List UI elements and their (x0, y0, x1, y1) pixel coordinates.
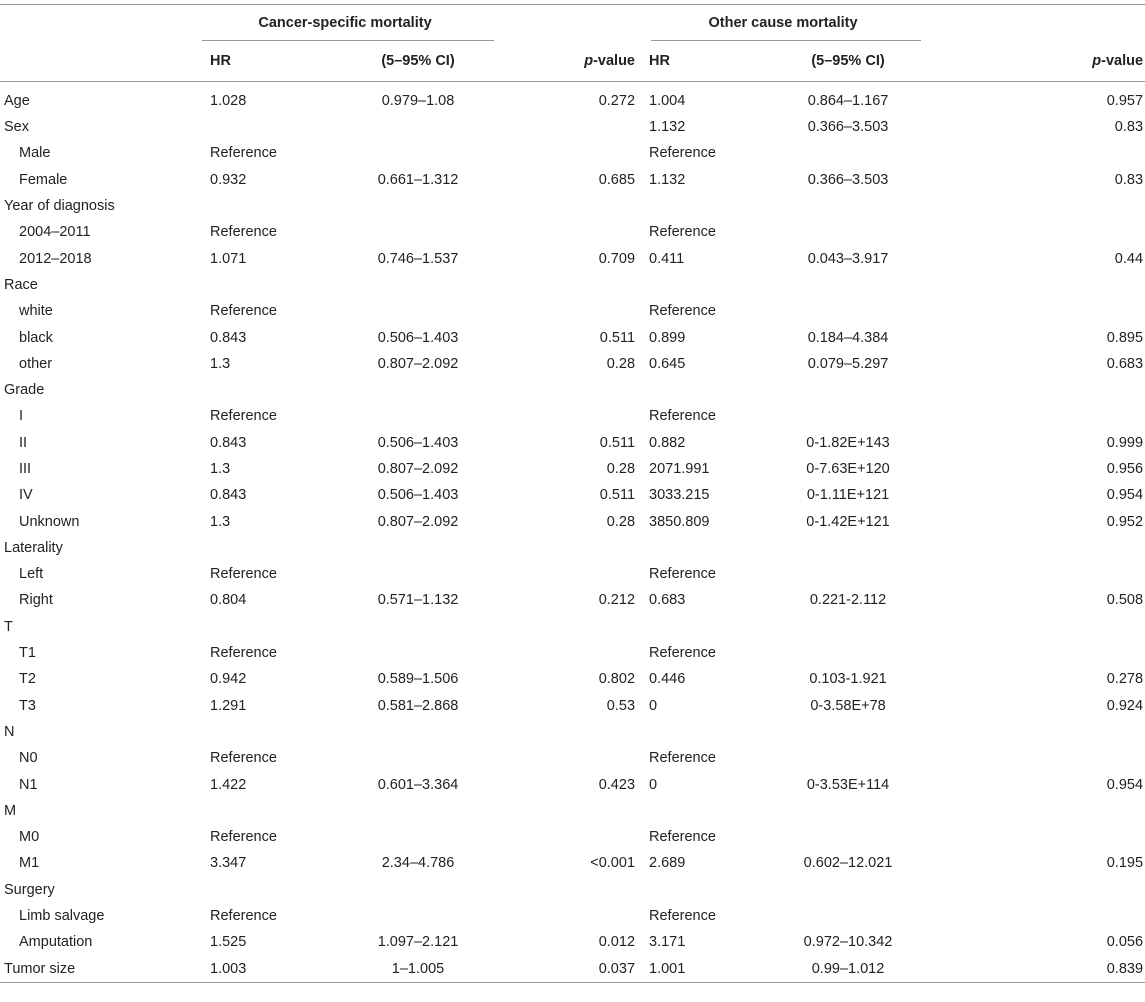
cancer-ci-cell: 0.506–1.403 (377, 434, 459, 451)
empty-header-cell (0, 41, 196, 82)
other-p-value-cell (921, 193, 1145, 219)
row-label: Grade (4, 382, 45, 399)
other-ci-cell (767, 219, 921, 245)
other-ci-cell (767, 377, 921, 403)
row-label: Left (19, 566, 44, 583)
cancer-p-value-cell: 0.511 (599, 434, 636, 451)
cancer-p-value-cell (494, 377, 645, 403)
cancer-p-value-cell: 0.28 (606, 355, 636, 372)
row-label: Age (4, 93, 30, 109)
row-label: I (19, 408, 24, 425)
cancer-ci-cell: 0.506–1.403 (377, 487, 459, 504)
table-row (0, 324, 1145, 350)
other-hr-cell (645, 614, 767, 640)
cancer-p-value-cell (494, 561, 645, 587)
cancer-p-value-cell: 0.012 (598, 934, 636, 951)
other-ci-cell (767, 298, 921, 324)
other-hr-cell: 0.882 (649, 434, 686, 451)
other-p-value-cell: 0.957 (1106, 93, 1144, 109)
other-hr-cell: Reference (649, 303, 716, 320)
row-label: T2 (19, 671, 36, 688)
other-hr-cell: Reference (649, 224, 716, 241)
row-label: black (19, 329, 53, 346)
cancer-p-value-cell: 0.28 (606, 461, 636, 477)
cancer-p-value-cell: 0.511 (599, 487, 636, 504)
cancer-hr-cell: 1.3 (210, 513, 231, 530)
table-row (0, 482, 1145, 508)
other-p-value-cell (921, 614, 1145, 640)
cancer-ci-cell (328, 719, 494, 745)
other-p-value-cell (921, 140, 1145, 166)
other-p-value-cell (921, 640, 1145, 666)
cancer-hr-cell: 1.525 (210, 934, 247, 951)
table-row (0, 693, 1145, 719)
cancer-p-value-cell: 0.511 (599, 329, 636, 346)
other-hr-cell (645, 877, 767, 903)
row-label: M (4, 802, 17, 819)
other-hr-cell: 1.132 (649, 171, 686, 188)
other-ci-cell: 0.99–1.012 (767, 956, 921, 983)
table-row (0, 508, 1145, 534)
table-row (0, 850, 1145, 876)
row-label: N (4, 723, 15, 740)
other-ci-cell: 0.079–5.297 (807, 355, 889, 372)
cancer-ci-header: (5–95% CI) (328, 41, 494, 82)
row-label: 2012–2018 (19, 250, 92, 267)
other-ci-cell (767, 614, 921, 640)
cancer-hr-cell: 1.003 (196, 956, 328, 983)
cancer-ci-cell (328, 877, 494, 903)
cancer-p-value-cell (494, 403, 645, 429)
other-hr-cell: 0.446 (649, 671, 686, 688)
table-row (0, 456, 1145, 482)
other-p-value-cell: 0.924 (1106, 697, 1144, 714)
row-label: other (19, 355, 53, 372)
other-p-value-cell: 0.952 (1106, 513, 1144, 530)
row-label: II (19, 434, 28, 451)
other-ci-cell (767, 798, 921, 824)
cancer-p-value-cell (494, 798, 645, 824)
cancer-hr-cell (196, 377, 328, 403)
other-p-value-cell (921, 272, 1145, 298)
table-row (0, 114, 1145, 140)
table-row (0, 719, 1145, 745)
table-row (0, 377, 1145, 403)
table-row (0, 771, 1145, 797)
cancer-ci-cell (328, 798, 494, 824)
cancer-hr-cell (196, 719, 328, 745)
other-hr-cell: 3033.215 (649, 487, 710, 504)
table-row (0, 561, 1145, 587)
cancer-hr-cell: 1.071 (210, 250, 247, 267)
row-label: white (19, 303, 53, 320)
cancer-ci-cell (328, 193, 494, 219)
sub-header-row (0, 41, 1145, 82)
other-hr-cell: 0.899 (649, 329, 686, 346)
other-hr-cell: Reference (649, 829, 716, 846)
table-row (0, 929, 1145, 955)
cancer-p-value-cell (494, 877, 645, 903)
cancer-ci-cell (328, 114, 494, 140)
table-body (0, 82, 1145, 983)
other-p-value-cell (921, 903, 1145, 929)
row-label: Surgery (4, 881, 55, 898)
cancer-hr-cell: Reference (210, 829, 277, 846)
other-hr-cell: 0.411 (649, 250, 685, 267)
cancer-p-value-cell: 0.212 (598, 592, 636, 609)
cancer-hr-cell: Reference (210, 645, 277, 662)
other-p-value-cell: 0.508 (1106, 592, 1144, 609)
cancer-ci-cell: 0.807–2.092 (377, 461, 459, 477)
other-hr-cell: Reference (649, 408, 716, 425)
other-hr-cell: 0 (649, 697, 658, 714)
other-hr-cell: Reference (649, 566, 716, 583)
table-row (0, 903, 1145, 929)
other-p-value-cell (921, 561, 1145, 587)
row-label: 2004–2011 (19, 224, 91, 241)
table-row (0, 877, 1145, 903)
other-hr-cell (645, 272, 767, 298)
cancer-ci-cell (328, 403, 494, 429)
cancer-ci-cell: 0.807–2.092 (377, 355, 459, 372)
table-row (0, 824, 1145, 850)
other-p-value-cell (921, 798, 1145, 824)
other-ci-cell (767, 719, 921, 745)
other-ci-cell (767, 745, 921, 771)
cancer-p-value-cell (494, 824, 645, 850)
row-label: Year of diagnosis (4, 198, 115, 215)
cancer-ci-cell (328, 272, 494, 298)
cancer-p-value-cell: 0.802 (598, 671, 636, 688)
cancer-hr-cell (196, 877, 328, 903)
cancer-ci-cell (328, 298, 494, 324)
cancer-hr-cell: 1.291 (210, 697, 247, 714)
cancer-hr-cell: 0.843 (210, 329, 247, 346)
other-hr-cell: Reference (649, 145, 716, 162)
cancer-hr-cell: Reference (210, 303, 277, 320)
other-ci-cell (767, 403, 921, 429)
table-row (0, 745, 1145, 771)
table-row (0, 666, 1145, 692)
cancer-ci-cell: 2.34–4.786 (381, 855, 455, 872)
cancer-ci-cell (328, 903, 494, 929)
other-p-value-cell (921, 219, 1145, 245)
empty-header-cell (0, 5, 196, 42)
other-hr-cell: 1.004 (649, 93, 686, 109)
cancer-hr-cell (196, 614, 328, 640)
cancer-hr-cell (196, 535, 328, 561)
cancer-hr-header: HR (196, 41, 328, 82)
table-row (0, 272, 1145, 298)
other-hr-cell: 3850.809 (649, 513, 710, 530)
other-p-value-cell: 0.83 (1114, 171, 1144, 188)
cancer-p-value-cell: 0.272 (598, 93, 636, 109)
other-ci-cell: 0-3.53E+114 (806, 776, 890, 793)
other-ci-cell (767, 903, 921, 929)
other-p-value-cell (921, 535, 1145, 561)
cancer-p-value-cell (494, 640, 645, 666)
other-ci-cell: 0.103-1.921 (809, 671, 887, 688)
table-row (0, 219, 1145, 245)
other-ci-cell (767, 877, 921, 903)
table-row (0, 430, 1145, 456)
table-row (0, 351, 1145, 377)
cancer-p-value-cell (494, 140, 645, 166)
cancer-p-value-header (494, 41, 645, 82)
row-label: Sex (4, 119, 29, 136)
cancer-hr-cell: Reference (210, 908, 277, 925)
other-p-value-cell: 0.956 (1106, 461, 1144, 477)
other-ci-cell: 0-1.42E+121 (806, 513, 890, 530)
cancer-ci-cell: 0.601–3.364 (377, 776, 459, 793)
row-label: Race (4, 276, 38, 293)
other-hr-header: HR (645, 41, 767, 82)
cancer-hr-cell: Reference (210, 145, 277, 162)
cancer-ci-cell (328, 745, 494, 771)
other-hr-cell (645, 798, 767, 824)
cancer-hr-cell: 0.843 (210, 487, 247, 504)
cancer-p-value-cell (494, 745, 645, 771)
cancer-ci-cell (328, 614, 494, 640)
other-p-value-cell: 0.44 (1114, 250, 1144, 267)
other-p-value-cell (921, 377, 1145, 403)
other-p-value-cell: 0.056 (1106, 934, 1144, 951)
cancer-p-value-cell (494, 298, 645, 324)
cancer-ci-cell: 0.661–1.312 (377, 171, 459, 188)
cancer-p-value-cell: 0.709 (598, 250, 636, 267)
cancer-p-value-cell (494, 219, 645, 245)
other-ci-cell: 0-1.82E+143 (806, 434, 890, 451)
cancer-p-value-cell (494, 614, 645, 640)
other-ci-cell: 0.366–3.503 (807, 171, 889, 188)
other-ci-cell: 0.221-2.112 (809, 592, 887, 609)
other-p-value-cell: 0.839 (921, 956, 1145, 983)
cancer-p-value-cell (494, 114, 645, 140)
table-row (0, 298, 1145, 324)
cancer-hr-cell: Reference (210, 566, 277, 583)
other-hr-cell: Reference (649, 645, 716, 662)
other-ci-cell (767, 140, 921, 166)
cancer-ci-cell (328, 640, 494, 666)
cancer-specific-mortality-header (196, 5, 494, 42)
other-ci-cell (767, 640, 921, 666)
row-label: T3 (19, 697, 36, 714)
row-label: M0 (19, 829, 40, 846)
other-p-value-cell: 0.895 (1106, 329, 1144, 346)
other-ci-cell: 0.602–12.021 (803, 855, 893, 872)
cancer-hr-cell (196, 193, 328, 219)
cancer-ci-cell (328, 535, 494, 561)
row-label: Right (19, 592, 53, 609)
cancer-hr-cell: 0.942 (210, 671, 247, 688)
other-p-value-cell: 0.954 (1106, 776, 1144, 793)
other-hr-cell (645, 193, 767, 219)
other-p-value-header (921, 41, 1145, 82)
other-p-value-cell (921, 719, 1145, 745)
cancer-hr-cell: 1.3 (210, 461, 231, 477)
cancer-hr-cell: 0.843 (210, 434, 247, 451)
other-p-value-cell: 0.195 (1106, 855, 1144, 872)
other-cause-mortality-label: Other cause mortality (708, 15, 858, 31)
other-p-value-cell (921, 403, 1145, 429)
cancer-ci-cell (328, 219, 494, 245)
cancer-p-value-cell (494, 193, 645, 219)
table-row (0, 798, 1145, 824)
other-hr-cell: 3.171 (649, 934, 686, 951)
row-label: M1 (19, 855, 40, 872)
other-ci-cell: 0-1.11E+121 (806, 487, 890, 504)
p-italic: p (1092, 53, 1102, 69)
cancer-p-value-cell (494, 272, 645, 298)
cancer-p-value-cell (494, 719, 645, 745)
row-label: IV (19, 487, 33, 504)
cancer-p-value-cell (494, 535, 645, 561)
other-ci-cell: 0.864–1.167 (807, 93, 889, 109)
other-ci-cell: 0.184–4.384 (807, 329, 889, 346)
other-p-value-cell: 0.683 (1106, 355, 1144, 372)
row-label: T1 (19, 645, 36, 662)
row-label: N0 (19, 750, 38, 767)
p-rest: -value (593, 53, 636, 69)
other-p-value-cell: 0.278 (1106, 671, 1144, 688)
row-label: Limb salvage (19, 908, 105, 925)
other-ci-cell (767, 193, 921, 219)
other-ci-header: (5–95% CI) (767, 41, 921, 82)
cancer-p-value-cell (494, 903, 645, 929)
cancer-p-value-cell: 0.685 (598, 171, 636, 188)
cancer-ci-cell: 0.807–2.092 (377, 513, 459, 530)
cancer-p-value-cell: 0.53 (606, 697, 636, 714)
other-hr-cell: 2071.991 (649, 461, 710, 477)
other-hr-cell: 0.683 (649, 592, 686, 609)
cancer-ci-cell: 1.097–2.121 (377, 934, 459, 951)
other-ci-cell: 0.972–10.342 (803, 934, 893, 951)
table-row (0, 614, 1145, 640)
other-p-value-cell (921, 298, 1145, 324)
other-p-value-cell: 0.954 (1106, 487, 1144, 504)
table-row (0, 82, 1145, 115)
cancer-ci-cell: 1–1.005 (328, 956, 494, 983)
table-row (0, 403, 1145, 429)
other-hr-cell (645, 377, 767, 403)
mortality-table (0, 4, 1145, 983)
table-row (0, 193, 1145, 219)
table-row (0, 167, 1145, 193)
row-label: Male (19, 145, 51, 162)
other-p-value-cell: 0.83 (1114, 119, 1144, 136)
other-ci-cell (767, 824, 921, 850)
cancer-hr-cell: 1.422 (210, 776, 247, 793)
row-label: Laterality (4, 539, 63, 556)
empty-header-cell (921, 5, 1145, 42)
other-hr-cell: 2.689 (649, 855, 686, 872)
cancer-hr-cell: Reference (210, 750, 277, 767)
cancer-ci-cell: 0.589–1.506 (377, 671, 459, 688)
cancer-specific-mortality-label: Cancer-specific mortality (258, 15, 432, 31)
table-row (0, 140, 1145, 166)
table-row (0, 245, 1145, 271)
other-hr-cell (645, 719, 767, 745)
p-italic: p (584, 53, 594, 69)
cancer-hr-cell: 0.932 (210, 171, 247, 188)
table-row (0, 956, 1145, 983)
other-hr-cell (645, 535, 767, 561)
table-row (0, 535, 1145, 561)
cancer-ci-cell: 0.979–1.08 (381, 93, 455, 109)
other-hr-cell: Reference (649, 750, 716, 767)
cancer-p-value-cell: 0.28 (606, 513, 636, 530)
cancer-ci-cell: 0.746–1.537 (377, 250, 459, 267)
other-p-value-cell (921, 745, 1145, 771)
other-hr-cell: 1.132 (649, 119, 686, 136)
row-label: Amputation (19, 934, 93, 951)
row-label: Tumor size (0, 956, 196, 983)
cancer-hr-cell: 1.028 (210, 93, 247, 109)
cancer-ci-cell: 0.581–2.868 (377, 697, 459, 714)
p-rest: -value (1101, 53, 1144, 69)
cancer-ci-cell (328, 140, 494, 166)
other-p-value-cell (921, 877, 1145, 903)
other-ci-cell: 0-3.58E+78 (810, 697, 886, 714)
cancer-p-value-cell: <0.001 (590, 855, 636, 872)
cancer-hr-cell: Reference (210, 408, 277, 425)
empty-header-cell (494, 5, 645, 42)
other-ci-cell (767, 535, 921, 561)
cancer-ci-cell (328, 377, 494, 403)
other-ci-cell: 0.043–3.917 (807, 250, 889, 267)
other-ci-cell: 0.366–3.503 (807, 119, 889, 136)
table-row (0, 640, 1145, 666)
other-ci-cell (767, 272, 921, 298)
other-p-value-cell: 0.999 (1106, 434, 1144, 451)
other-hr-cell: Reference (649, 908, 716, 925)
group-header-row (0, 5, 1145, 42)
other-hr-cell: 0 (649, 776, 658, 793)
cancer-p-value-cell: 0.423 (598, 776, 636, 793)
cancer-hr-cell: 0.804 (210, 592, 247, 609)
cancer-hr-cell: Reference (210, 224, 277, 241)
other-ci-cell (767, 561, 921, 587)
cancer-hr-cell (196, 114, 328, 140)
other-hr-cell: 1.001 (645, 956, 767, 983)
other-group-rule (651, 40, 921, 41)
other-ci-cell: 0-7.63E+120 (806, 461, 890, 477)
cancer-hr-cell (196, 798, 328, 824)
other-p-value-cell (921, 824, 1145, 850)
cancer-hr-cell: 3.347 (210, 855, 247, 872)
row-label: Female (19, 171, 68, 188)
other-cause-mortality-header (645, 5, 921, 42)
cancer-ci-cell: 0.506–1.403 (377, 329, 459, 346)
other-hr-cell: 0.645 (649, 355, 686, 372)
cancer-hr-cell: 1.3 (210, 355, 231, 372)
row-label: N1 (19, 776, 38, 793)
row-label: III (19, 461, 32, 477)
table-row (0, 587, 1145, 613)
row-label: T (4, 618, 13, 635)
cancer-ci-cell: 0.571–1.132 (377, 592, 459, 609)
cancer-ci-cell (328, 824, 494, 850)
row-label: Unknown (19, 513, 80, 530)
cancer-hr-cell (196, 272, 328, 298)
cancer-p-value-cell: 0.037 (494, 956, 645, 983)
cancer-ci-cell (328, 561, 494, 587)
cancer-group-rule (202, 40, 494, 41)
